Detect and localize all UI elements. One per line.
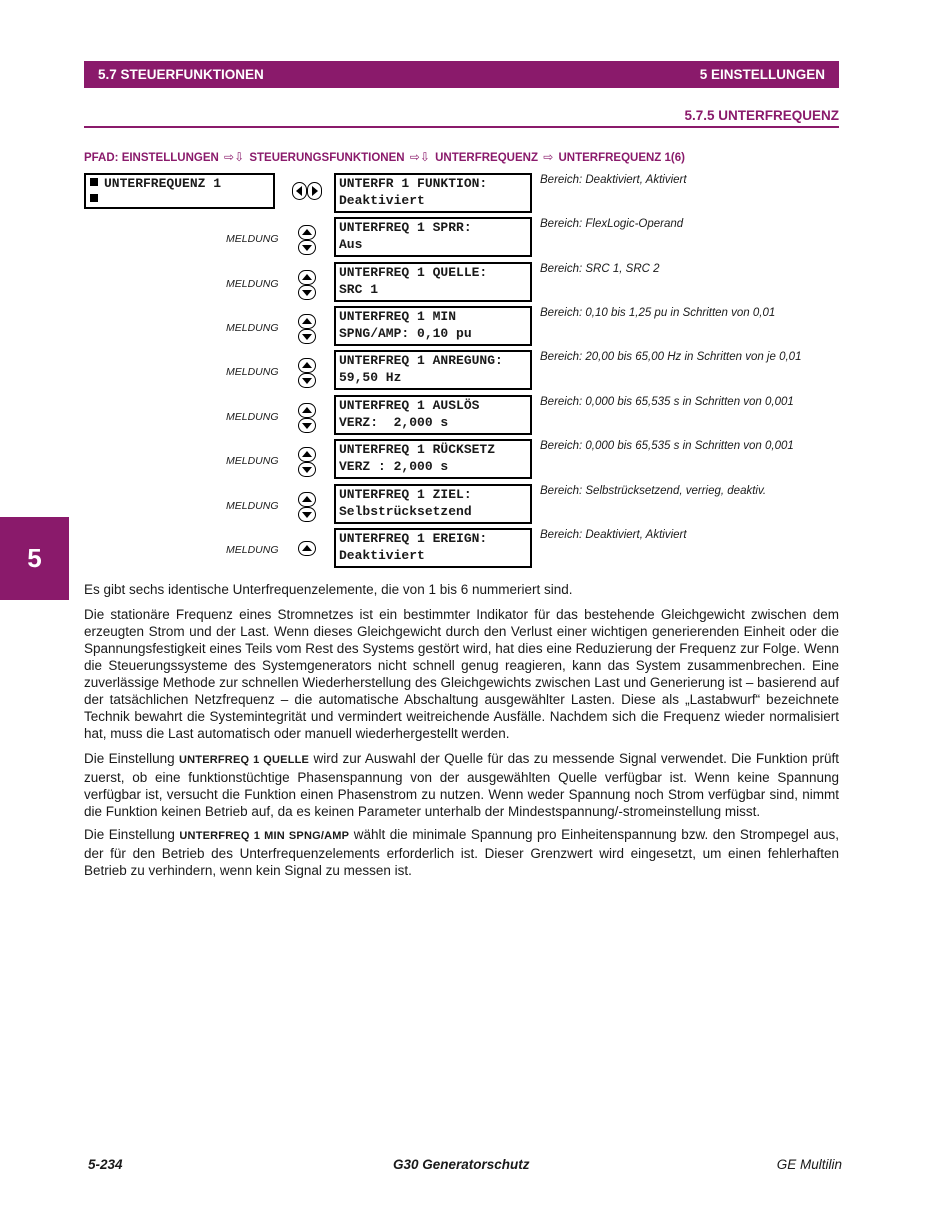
meldung-label: MELDUNG (226, 366, 279, 378)
up-down-icon[interactable] (298, 225, 316, 255)
setting-row (0, 173, 950, 215)
setting-display-min-voltage (334, 306, 532, 346)
up-down-icon[interactable] (298, 358, 316, 388)
setting-name: UNTERFREQ 1 AUSLÖS (339, 398, 480, 413)
setting-name: UNTERFREQ 1 ANREGUNG: (339, 353, 503, 368)
setting-value: Aus (339, 236, 363, 252)
setting-row (0, 484, 950, 526)
chapter-tab: 5 (0, 517, 69, 600)
text-fragment: wählt die minimale Spannung pro Einheitenspannung bzw. den Strompegel aus, der für den Betrieb des Unterfrequenzelements erforderlich ist. Dieser Grenzwert wird eingesetzt, um einen fehlerhaften Betrieb zu verhindern, wenn kein Signal zu messen ist. (84, 827, 839, 878)
section-divider (84, 126, 839, 128)
meldung-label: MELDUNG (226, 322, 279, 334)
setting-range: Bereich: SRC 1, SRC 2 (540, 263, 660, 275)
setting-range: Bereich: Deaktiviert, Aktiviert (540, 529, 687, 541)
setting-row (0, 306, 950, 348)
footer-company: GE Multilin (776, 1157, 842, 1172)
paragraph-min-voltage (84, 826, 839, 879)
setting-display-pickup (334, 350, 532, 390)
meldung-label: MELDUNG (226, 544, 279, 556)
setting-range: Bereich: 0,000 bis 65,535 s in Schritten von 0,001 (540, 396, 794, 408)
setting-display-events (334, 528, 532, 568)
text-fragment: Die Einstellung (84, 751, 179, 766)
setting-value: 59,50 Hz (339, 369, 402, 385)
up-down-icon[interactable] (298, 314, 316, 344)
setting-row (0, 350, 950, 392)
paragraph-frequency: Die stationäre Frequenz eines Stromnetzes ist ein bestimmter Indikator für das bestehende Gleichgewicht zwischen dem erzeugten Strom und der Last. Wenn dieses Gleichgewicht durch den Verlust einer wichtigen generierenden Einheit oder die Spannungsfestigkeit eines Teils vom Rest des Systems gestört wird, hat dies eine Reduzierung der Frequenz zur Folge. Wenn die Steuerungssysteme des Systemgenerators nicht schnell genug reagieren, kann das System zusammenbrechen. Eine zuverlässige Methode zur schnellen Wiederherstellung des Gleichgewichts zwischen Last und Generierung ist – basierend auf der tatsächlichen Netzfrequenz – die automatische Abschaltung ausgewählter Lasten. Diese als „Lastabwurf“ bezeichnete Technik bewahrt die Systemintegrität und vermindert weitreichende Ausfälle. Nachdem sich die Frequenz wieder normalisiert hat, muss die Last automatisch oder manuell wiederhergestellt werden. (84, 607, 839, 741)
meldung-label: MELDUNG (226, 278, 279, 290)
setting-name: UNTERFREQ 1 QUELLE: (339, 265, 488, 280)
path-part-4: UNTERFREQUENZ 1(6) (558, 152, 685, 164)
setting-row (0, 439, 950, 481)
setting-range: Bereich: 0,000 bis 65,535 s in Schritten von 0,001 (540, 440, 794, 452)
setting-value: Deaktiviert (339, 547, 425, 563)
setting-display-source (334, 262, 532, 302)
setting-value: VERZ: 2,000 s (339, 414, 449, 430)
setting-row (0, 395, 950, 437)
setting-range: Bereich: 0,10 bis 1,25 pu in Schritten von 0,01 (540, 307, 776, 319)
footer-page-number: 5-234 (88, 1157, 123, 1172)
left-right-icon[interactable] (292, 182, 322, 200)
setting-name: UNTERFREQ 1 ZIEL: (339, 487, 472, 502)
text-fragment: wird zur Auswahl der Quelle für das zu messende Signal verwendet. Die Funktion prüft zuerst, ob eine funktionstüchtige Phasenspannung von der ausgewählten Quelle verfügbar ist. Wenn keine Spannung verfügbar ist, versucht die Funktion einen Phasenstrom zu nutzen. Wenn weder Spannung noch Strom verfügbar sind, nimmt die Funktion keinen Betrieb auf, da es keinen Parameter unterhalb der Mindestspannung/-stromeinstellung misst. (84, 751, 839, 819)
setting-display-block (334, 217, 532, 257)
setting-name: UNTERFREQ 1 SPRR: (339, 220, 472, 235)
setting-row (0, 217, 950, 259)
setting-display-function (334, 173, 532, 213)
paragraph-source (84, 750, 839, 820)
setting-display-target (334, 484, 532, 524)
setting-range: Bereich: Selbstrücksetzend, verrieg, deaktiv. (540, 485, 767, 497)
settings-path (84, 150, 685, 164)
setting-name: UNTERFR 1 FUNKTION: (339, 176, 488, 191)
path-part-2: STEUERUNGSFUNKTIONEN (249, 152, 405, 164)
meldung-label: MELDUNG (226, 500, 279, 512)
path-part-3: UNTERFREQUENZ (435, 152, 538, 164)
setting-row (0, 528, 950, 570)
setting-display-trip-delay (334, 395, 532, 435)
up-down-icon[interactable] (298, 492, 316, 522)
path-arrow-icon: ⇨ (543, 150, 554, 164)
setting-value: SPNG/AMP: 0,10 pu (339, 325, 472, 341)
header-chapter-title: 5 EINSTELLUNGEN (699, 67, 825, 82)
path-arrow-icon: ⇨⇩ (409, 150, 430, 164)
setting-range: Bereich: 20,00 bis 65,00 Hz in Schritten von je 0,01 (540, 351, 802, 363)
setting-display-reset-delay (334, 439, 532, 479)
setting-value: VERZ : 2,000 s (339, 458, 449, 474)
meldung-label: MELDUNG (226, 455, 279, 467)
header-bar (84, 61, 839, 88)
menu-heading-label: UNTERFREQUENZ 1 (104, 176, 222, 191)
text-fragment: Die Einstellung (84, 827, 180, 842)
setting-range: Bereich: FlexLogic-Operand (540, 218, 684, 230)
section-title: 5.7.5 UNTERFREQUENZ (684, 108, 839, 123)
up-down-icon[interactable] (298, 403, 316, 433)
header-chapter-section: 5.7 STEUERFUNKTIONEN (98, 67, 264, 82)
path-part-1: PFAD: EINSTELLUNGEN (84, 152, 219, 164)
setting-value: Selbstrücksetzend (339, 503, 472, 519)
setting-name: UNTERFREQ 1 MIN (339, 309, 457, 324)
setting-name: UNTERFREQ 1 EREIGN: (339, 531, 488, 546)
setting-range: Bereich: Deaktiviert, Aktiviert (540, 174, 687, 186)
paragraph-intro: Es gibt sechs identische Unterfrequenzelemente, die von 1 bis 6 nummeriert sind. (84, 582, 573, 597)
up-down-icon[interactable] (298, 270, 316, 300)
setting-reference: UNTERFREQ 1 QUELLE (179, 754, 310, 766)
setting-reference: UNTERFREQ 1 MIN SPNG/AMP (179, 830, 350, 842)
up-down-icon[interactable] (298, 447, 316, 477)
setting-value: SRC 1 (339, 281, 379, 297)
meldung-label: MELDUNG (226, 233, 279, 245)
meldung-label: MELDUNG (226, 411, 279, 423)
footer-product: G30 Generatorschutz (393, 1157, 530, 1172)
setting-row (0, 262, 950, 304)
setting-name: UNTERFREQ 1 RÜCKSETZ (339, 442, 496, 457)
path-arrow-icon: ⇨⇩ (224, 150, 245, 164)
setting-value: Deaktiviert (339, 192, 425, 208)
up-icon[interactable] (298, 541, 316, 557)
